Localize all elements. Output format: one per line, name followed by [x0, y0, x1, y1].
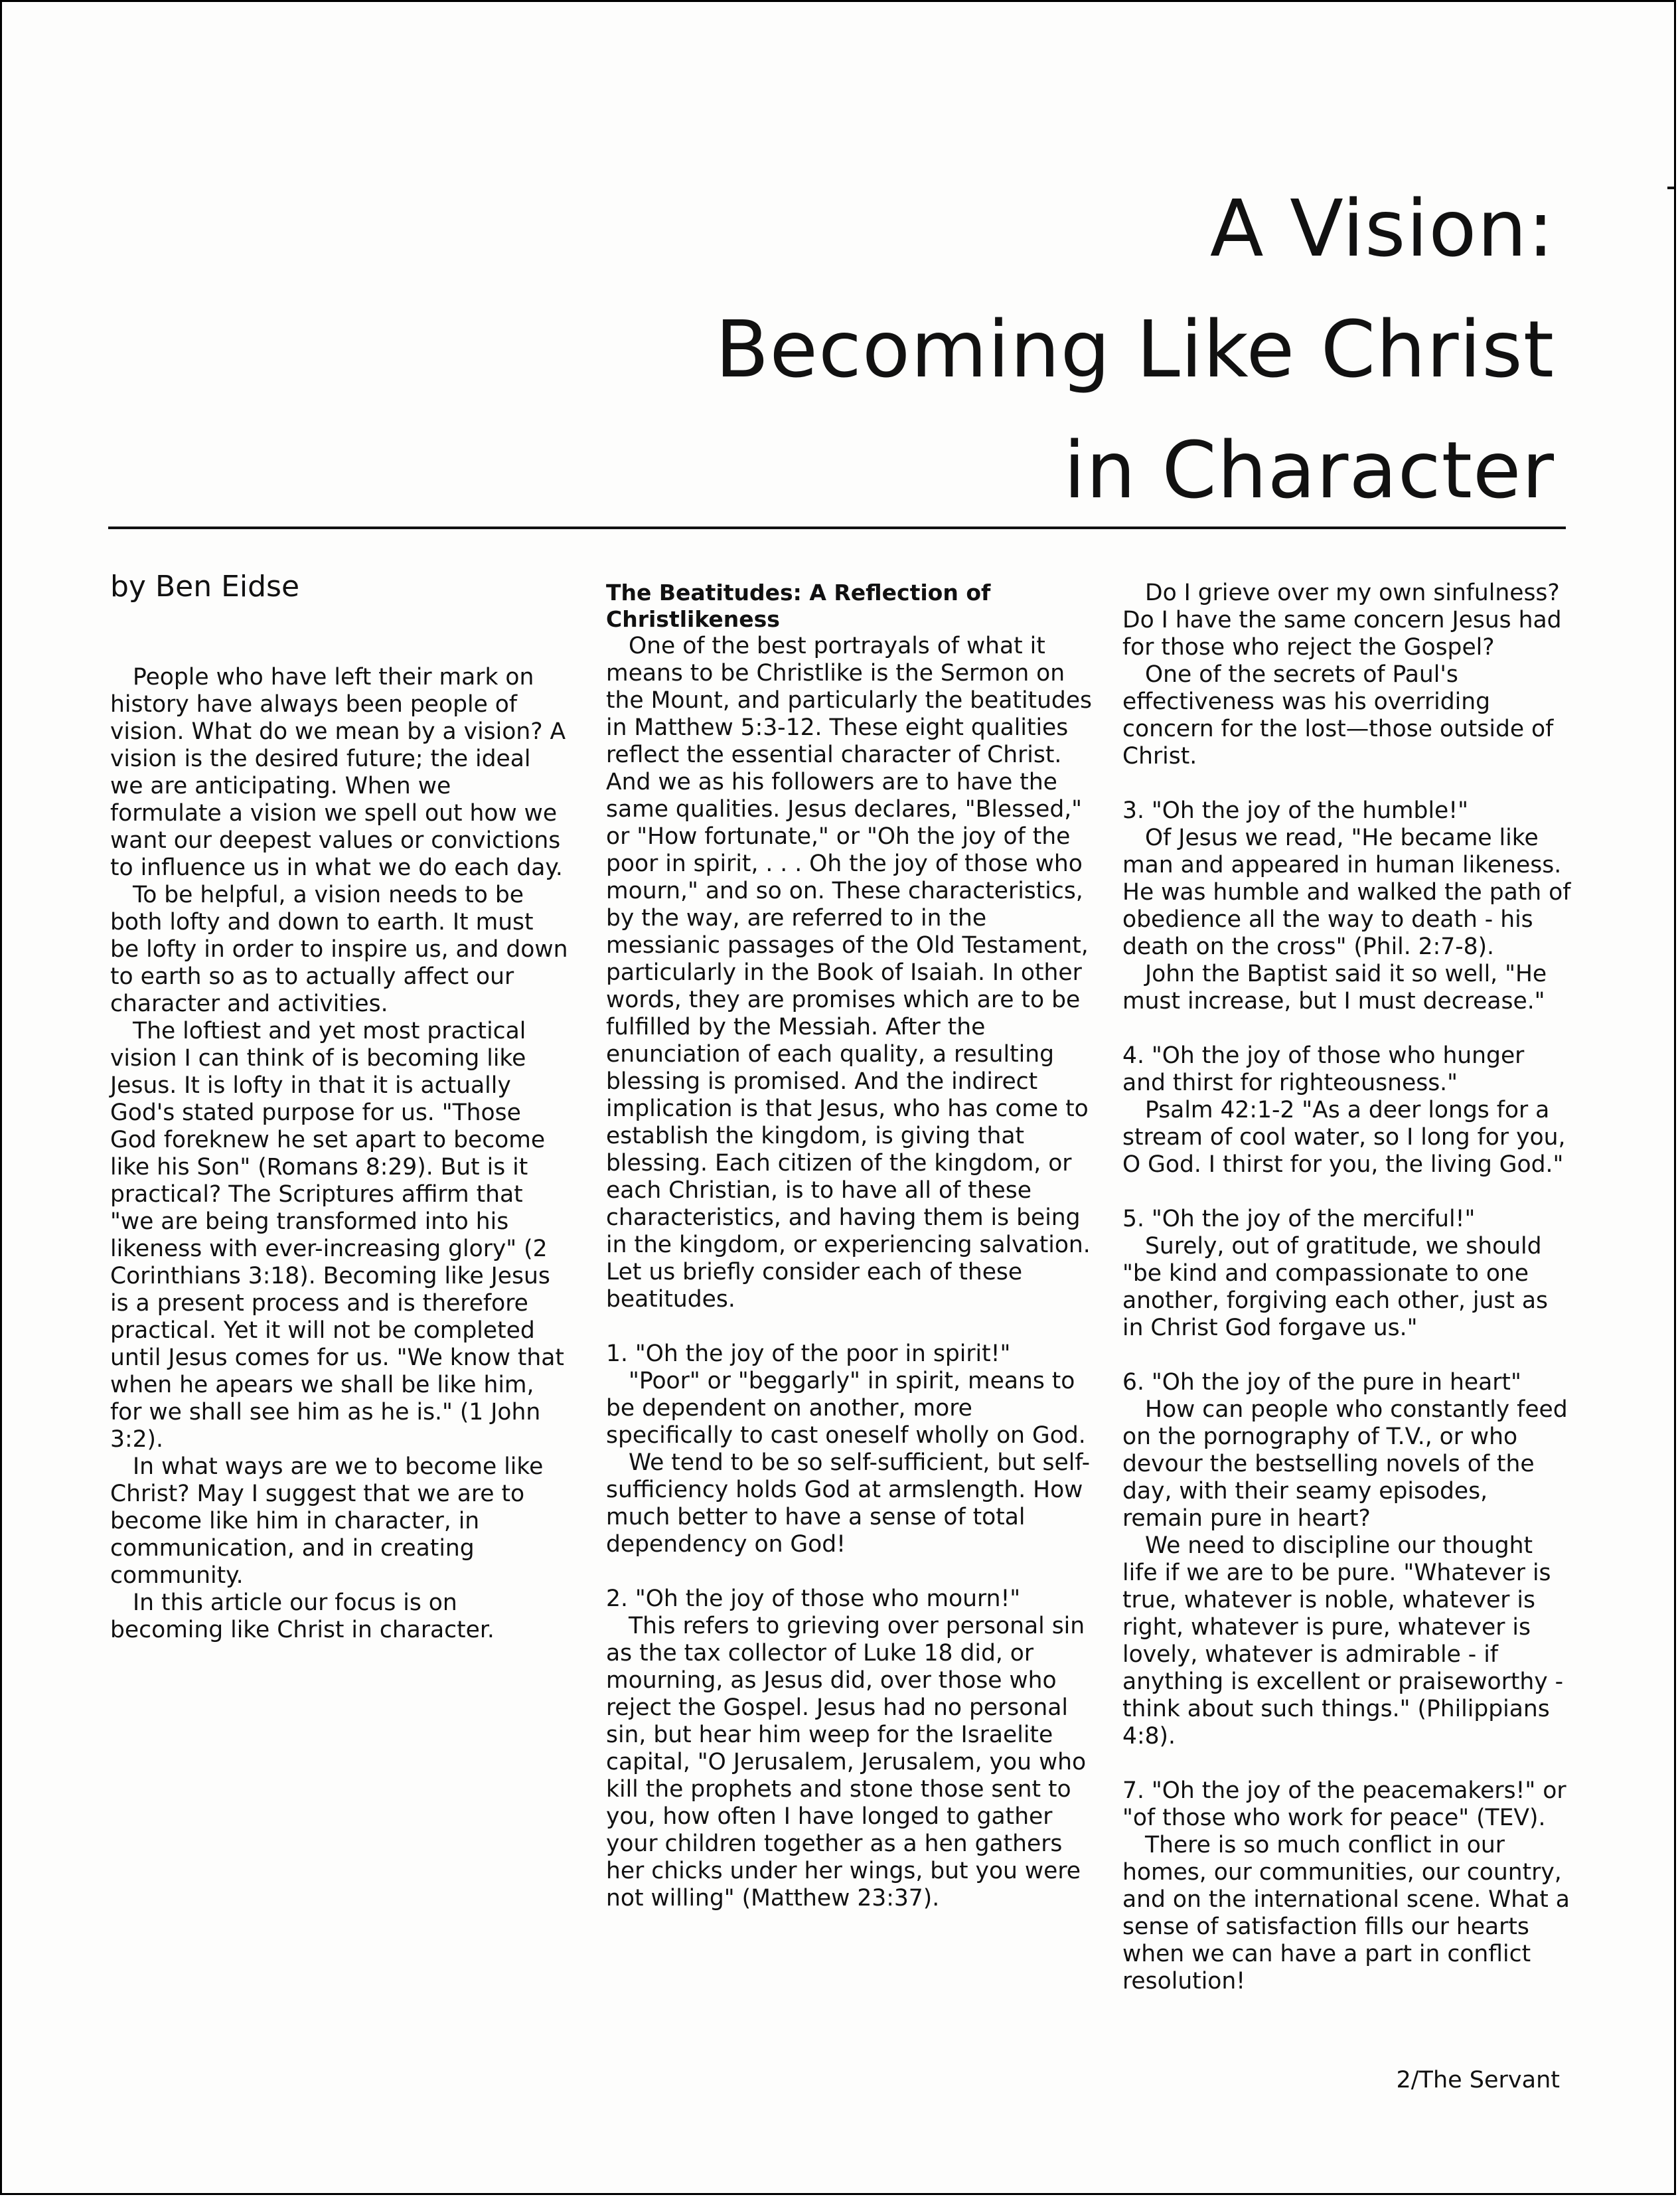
- byline: by Ben Eidse: [110, 570, 300, 604]
- paragraph: "Poor" or "beggarly" in spirit, means to be dependent on another, more specifically to cast oneself wholly on God.: [606, 1368, 1086, 1449]
- paragraph: John the Baptist said it so well, "He must increase, but I must decrease.": [1122, 961, 1547, 1015]
- beatitude-6-title: 6. "Oh the joy of the pure in heart": [1122, 1369, 1521, 1396]
- column-2: [606, 580, 1094, 1912]
- paragraph: The loftiest and yet most practical vision I can think of is becoming like Jesus. It is lofty in that it is actually God's stated purpose for us. "Those God foreknew he set apart to become like his Son" (Romans 8:29). But is it practical? The Scriptures affirm that "we are being transformed into his likeness with ever-increasing glory" (2 Corinthians 3:18). Becoming like Jesus is a present process and is therefore practical. Yet it will not be completed until Jesus comes for us. "We know that when he apears we shall be like him, for we shall see him as he is." (1 John 3:2).: [110, 1018, 564, 1453]
- title-line-1: A Vision:: [1209, 183, 1555, 274]
- paragraph: Psalm 42:1-2 "As a deer longs for a stream of cool water, so I long for you, O God. I thirst for you, the living God.": [1122, 1097, 1566, 1178]
- paragraph: Of Jesus we read, "He became like man and appeared in human likeness. He was humble and walked the path of obedience all the way to death - his death on the cross" (Phil. 2:7-8).: [1122, 825, 1571, 960]
- beatitude-2-title: 2. "Oh the joy of those who mourn!": [606, 1586, 1021, 1612]
- title-line-3: in Character: [1063, 424, 1555, 516]
- paragraph: We need to discipline our thought life if we are to be pure. "Whatever is true, whatever is noble, whatever is right, whatever is pure, whatever is lovely, whatever is admirable - if anything is excellent or praiseworthy - think about such things." (Philippians 4:8).: [1122, 1532, 1564, 1750]
- paragraph: In this article our focus is on becoming like Christ in character.: [110, 1589, 495, 1643]
- page-footer: 2/The Servant: [1396, 2067, 1560, 2093]
- column-3: [1122, 580, 1574, 1995]
- paragraph: Surely, out of gratitude, we should "be kind and compassionate to one another, forgiving each other, just as in Christ God forgave us.": [1122, 1233, 1548, 1341]
- paragraph: People who have left their mark on history have always been people of vision. What do we mean by a vision? A vision is the desired future; the ideal we are anticipating. When we formulate a vision we spell out how we want our deepest values or convictions to influence us in what we do each day.: [110, 664, 566, 881]
- beatitude-4-title: 4. "Oh the joy of those who hunger and thirst for righteousness.": [1122, 1042, 1525, 1096]
- article-title: [715, 168, 1555, 530]
- beatitude-5-title: 5. "Oh the joy of the merciful!": [1122, 1206, 1476, 1232]
- beatitude-7-title: 7. "Oh the joy of the peacemakers!" or "of those who work for peace" (TEV).: [1122, 1777, 1566, 1831]
- paragraph: To be helpful, a vision needs to be both lofty and down to earth. It must be lofty in order to inspire us, and down to earth so as to actually affect our character and activities.: [110, 882, 568, 1017]
- edge-mark: [1667, 187, 1674, 189]
- paragraph: How can people who constantly feed on the pornography of T.V., or who devour the bestselling novels of the day, with their seamy episodes, remain pure in heart?: [1122, 1396, 1568, 1532]
- paragraph: One of the secrets of Paul's effectiveness was his overriding concern for the lost—those outside of Christ.: [1122, 661, 1554, 770]
- beatitude-1-title: 1. "Oh the joy of the poor in spirit!": [606, 1341, 1011, 1367]
- section-heading: The Beatitudes: A Reflection of Christlikeness: [606, 580, 991, 632]
- paragraph: There is so much conflict in our homes, our communities, our country, and on the international scene. What a sense of satisfaction fills our hearts when we can have a part in conflict resolution!: [1122, 1832, 1570, 1995]
- paragraph: In what ways are we to become like Christ? May I suggest that we are to become like him in character, in communication, and in creating community.: [110, 1453, 544, 1589]
- paragraph: We tend to be so self-sufficient, but self-sufficiency holds God at armslength. How much better to have a sense of total dependency on God!: [606, 1449, 1091, 1558]
- paragraph: Do I grieve over my own sinfulness? Do I have the same concern Jesus had for those who reject the Gospel?: [1122, 580, 1562, 661]
- title-line-2: Becoming Like Christ: [715, 303, 1555, 395]
- title-divider: [108, 527, 1566, 529]
- column-1: [110, 664, 568, 1644]
- beatitude-3-title: 3. "Oh the joy of the humble!": [1122, 797, 1468, 824]
- paragraph: One of the best portrayals of what it means to be Christlike is the Sermon on the Mount, and particularly the beatitudes in Matthew 5:3-12. These eight qualities reflect the essential character of Christ. And we as his followers are to have the same qualities. Jesus declares, "Blessed," or "How fortunate," or "Oh the joy of the poor in spirit, . . . Oh the joy of those who mourn," and so on. These characteristics, by the way, are referred to in the messianic passages of the Old Testament, particularly in the Book of Isaiah. In other words, they are promises which are to be fulfilled by the Messiah. After the enunciation of each quality, a resulting blessing is promised. And the indirect implication is that Jesus, who has come to establish the kingdom, is giving that blessing. Each citizen of the kingdom, or each Christian, is to have all of these characteristics, and having them is being in the kingdom, or experiencing salvation. Let us briefly consider each of these beatitudes.: [606, 633, 1093, 1313]
- paragraph: This refers to grieving over personal sin as the tax collector of Luke 18 did, or mourning, as Jesus did, over those who reject the Gospel. Jesus had no personal sin, but hear him weep for the Israelite capital, "O Jerusalem, Jerusalem, you who kill the prophets and stone those sent to you, how often I have longed to gather your children together as a hen gathers her chicks under her wings, but you were not willing" (Matthew 23:37).: [606, 1613, 1087, 1912]
